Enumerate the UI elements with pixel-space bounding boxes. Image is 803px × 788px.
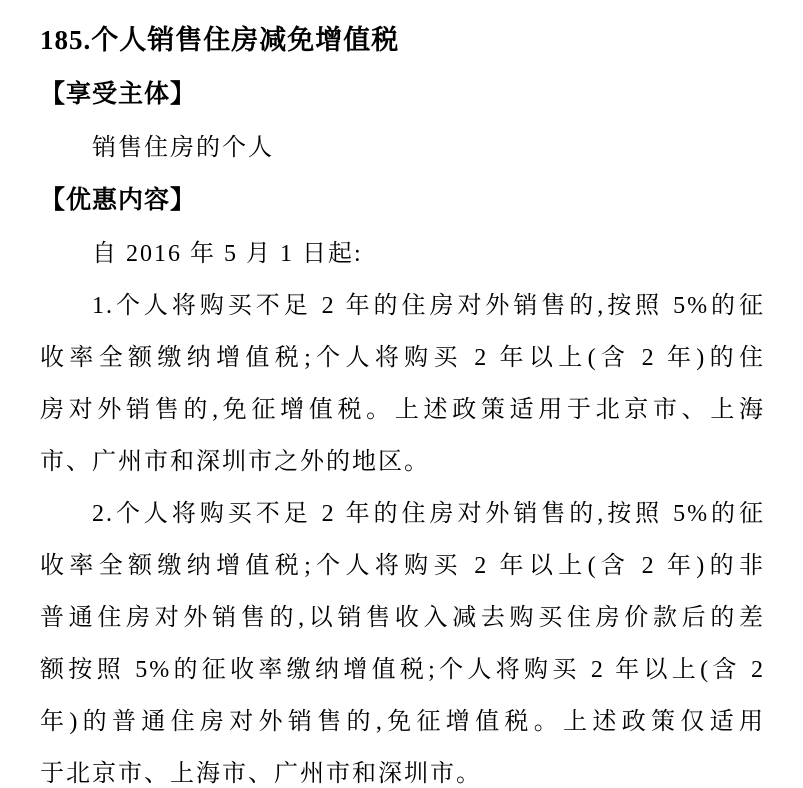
paragraph-line: 于北京市、上海市、广州市和深圳市。	[40, 761, 482, 787]
paragraph-line: 市、广州市和深圳市之外的地区。	[40, 449, 430, 475]
paragraph-line: 年)的普通住房对外销售的,免征增值税。上述政策仅适用	[40, 709, 765, 735]
paragraph-line: 房对外销售的,免征增值税。上述政策适用于北京市、上海	[40, 397, 765, 423]
paragraph-line: 2.个人将购买不足 2 年的住房对外销售的,按照 5%的征	[92, 501, 765, 527]
section-header-benefit-content: 【优惠内容】	[40, 187, 197, 214]
paragraph-line: 普通住房对外销售的,以销售收入减去购买住房价款后的差	[40, 605, 765, 631]
document-title: 185.个人销售住房减免增值税	[40, 25, 400, 55]
paragraph-line: 自 2016 年 5 月 1 日起:	[92, 241, 363, 267]
paragraph-line: 1.个人将购买不足 2 年的住房对外销售的,按照 5%的征	[92, 293, 765, 319]
paragraph-line: 收率全额缴纳增值税;个人将购买 2 年以上(含 2 年)的住	[40, 345, 765, 371]
section-header-beneficiary: 【享受主体】	[40, 81, 197, 108]
paragraph-line: 销售住房的个人	[92, 135, 274, 161]
paragraph-line: 收率全额缴纳增值税;个人将购买 2 年以上(含 2 年)的非	[40, 553, 765, 579]
paragraph-line: 额按照 5%的征收率缴纳增值税;个人将购买 2 年以上(含 2	[40, 657, 765, 683]
